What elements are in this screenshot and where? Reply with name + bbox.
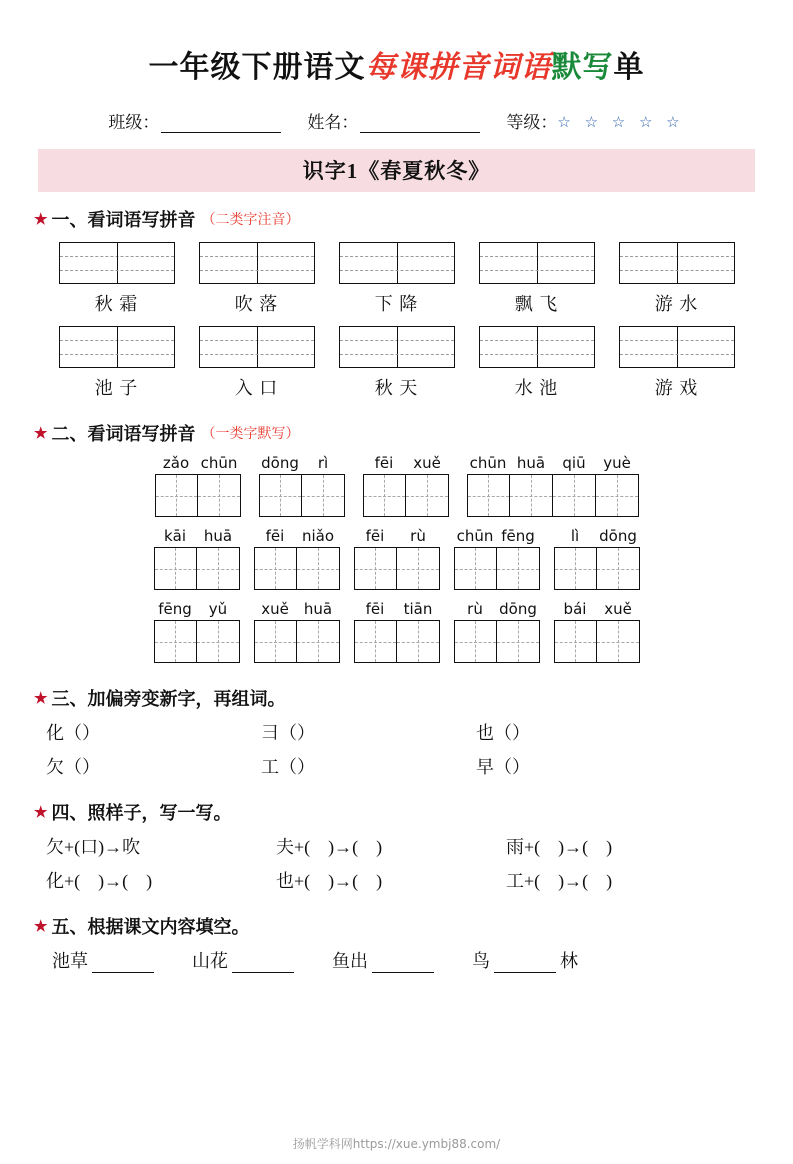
fill-text: 林 [560,951,578,971]
watermark-text: 扬帆学科网https://xue.ymbj88.com/ [292,1137,501,1151]
grid-boxes[interactable] [254,547,340,590]
grid-box[interactable] [363,474,406,517]
box-divider [117,243,118,283]
grid-box[interactable] [454,620,497,663]
pinyin-syllable: qiū [562,454,586,472]
pinyin-syllable: niǎo [301,527,335,545]
pinyin-syllable: fēi [365,600,385,618]
example-item[interactable]: 欠+(口)→吹 [46,837,141,857]
section-4-title: 四、照样子，写一写。 [51,803,232,823]
worksheet-page [0,42,793,1164]
pinyin-cell [479,326,595,400]
radical-item[interactable]: 欠（） [46,757,100,777]
grid-boxes[interactable] [454,620,540,663]
student-info-row [0,108,793,133]
box-divider [117,327,118,367]
tianzige-row-3 [0,600,793,663]
grid-box[interactable] [597,620,640,663]
pinyin-syllable: xuě [413,454,441,472]
pinyin-hint [454,600,540,618]
pinyin-syllable: xuě [604,600,632,618]
grid-box[interactable] [297,547,340,590]
watermark-footer [0,1135,793,1152]
grid-boxes[interactable] [154,547,240,590]
fill-blank[interactable] [372,956,434,973]
fill-blank[interactable] [232,956,294,973]
pinyin-syllable: fēi [265,527,285,545]
example-item[interactable]: 雨+( )→( ) [506,837,613,857]
pinyin-write-box[interactable] [199,326,315,368]
tianzige-group [154,527,240,590]
grid-box[interactable] [397,547,440,590]
pinyin-syllable: kāi [163,527,187,545]
word-label: 秋 霜 [94,294,139,314]
pinyin-syllable: fēi [365,527,385,545]
pinyin-write-box[interactable] [339,326,455,368]
radical-item[interactable]: 彐（） [261,723,315,743]
lesson-banner: 识字1《春夏秋冬》 [38,149,755,192]
grid-box[interactable] [406,474,449,517]
box-divider [537,243,538,283]
pinyin-hint [363,454,449,472]
star-icon: ★ [34,425,48,442]
example-row-1 [46,833,793,859]
box-divider [257,327,258,367]
tianzige-group [363,454,449,517]
title-segment-4: 单 [613,51,645,84]
radical-char: 彐 [261,723,279,743]
grid-box[interactable] [497,620,540,663]
pinyin-write-box[interactable] [479,242,595,284]
section-heading-1 [34,206,793,232]
radical-char: 化 [46,723,64,743]
word-label: 池 子 [94,378,139,398]
grade-field[interactable] [506,108,684,133]
word-label: 游 戏 [654,378,699,398]
pinyin-hint [354,600,440,618]
grid-boxes[interactable] [454,547,540,590]
word-label: 下 降 [374,294,419,314]
tianzige-row-2 [0,527,793,590]
grid-box[interactable] [467,474,510,517]
grid-box[interactable] [154,547,197,590]
pinyin-syllable: rù [410,527,426,545]
grid-box[interactable] [254,547,297,590]
grid-box[interactable] [597,547,640,590]
word-label: 吹 落 [234,294,279,314]
tianzige-group [454,527,540,590]
name-label: 姓名： [307,113,359,132]
section-heading-2 [34,420,793,446]
pinyin-syllable: tiān [403,600,433,618]
star-icon: ★ [34,918,48,935]
star-rating[interactable]: ☆ ☆ ☆ ☆ ☆ [557,115,685,131]
example-item[interactable]: 也+( )→( ) [276,871,383,891]
section-5-title: 五、根据课文内容填空。 [51,917,250,937]
pinyin-hint [254,600,340,618]
grid-box[interactable] [297,620,340,663]
radical-item[interactable]: 早（） [476,757,530,777]
grid-box[interactable] [510,474,553,517]
pinyin-syllable: xuě [261,600,289,618]
word-label: 游 水 [654,294,699,314]
pinyin-write-box[interactable] [619,326,735,368]
pinyin-syllable: yǔ [208,600,228,618]
radical-item[interactable]: 工（） [261,757,315,777]
grid-boxes[interactable] [554,620,640,663]
pinyin-write-box[interactable] [59,326,175,368]
grid-boxes[interactable] [467,474,639,517]
grid-box[interactable] [198,474,241,517]
box-divider [677,327,678,367]
star-icon: ★ [34,690,48,707]
pinyin-hint [254,527,340,545]
radical-row-1 [46,719,793,745]
grid-boxes[interactable] [154,620,240,663]
pinyin-syllable: fēi [374,454,394,472]
section-1-note: （二类字注音） [201,213,300,228]
pinyin-cell [199,326,315,400]
pinyin-hint [467,454,639,472]
grid-box[interactable] [553,474,596,517]
pinyin-syllable: fēng [158,600,192,618]
word-label: 入 口 [234,378,279,398]
pinyin-syllable: zǎo [162,454,190,472]
pinyin-cell [619,242,735,316]
page-title [0,42,793,86]
fill-blank[interactable] [494,956,556,973]
title-segment-2: 每课拼音词语 [365,51,552,84]
grid-boxes[interactable] [354,547,440,590]
pinyin-cell [59,242,175,316]
tianzige-row-1 [0,454,793,517]
radical-row-2 [46,753,793,779]
pinyin-hint [454,527,540,545]
grid-boxes[interactable] [155,474,241,517]
pinyin-syllable: huā [516,454,546,472]
box-divider [397,243,398,283]
grade-label: 等级： [506,113,558,132]
grid-box[interactable] [197,620,240,663]
radical-char: 早 [476,757,494,777]
tianzige-group [454,600,540,663]
example-row-2 [46,867,793,893]
tianzige-group [354,527,440,590]
pinyin-syllable: bái [563,600,587,618]
pinyin-write-box[interactable] [199,242,315,284]
pinyin-hint [554,527,640,545]
grid-box[interactable] [497,547,540,590]
grid-box[interactable] [154,620,197,663]
pinyin-syllable: lì [570,527,580,545]
grid-box[interactable] [197,547,240,590]
tianzige-group [154,600,240,663]
pinyin-syllable: yuè [603,454,631,472]
title-segment-1: 一年级下册语文 [148,51,366,84]
pinyin-syllable: chūn [456,527,494,545]
pinyin-syllable: fēng [501,527,535,545]
pinyin-hint [554,600,640,618]
grid-boxes[interactable] [554,547,640,590]
pinyin-hint [154,527,240,545]
section-2-title: 二、看词语写拼音 [51,424,196,444]
radical-item[interactable]: 也（） [476,723,530,743]
box-divider [397,327,398,367]
fill-text: 池草 [52,951,88,971]
fill-text: 鱼出 [332,951,368,971]
pinyin-write-box[interactable] [339,242,455,284]
tianzige-group [554,600,640,663]
grid-box[interactable] [554,547,597,590]
pinyin-cell [479,242,595,316]
grid-box[interactable] [354,547,397,590]
example-item[interactable]: 化+( )→( ) [46,871,153,891]
pinyin-row-2 [0,326,793,400]
pinyin-syllable: dōng [599,527,637,545]
example-item[interactable]: 工+( )→( ) [506,871,613,891]
pinyin-cell [59,326,175,400]
tianzige-group [254,527,340,590]
tianzige-group [554,527,640,590]
word-label: 秋 天 [374,378,419,398]
section-3-title: 三、加偏旁变新字，再组词。 [51,689,286,709]
star-icon: ★ [34,211,48,228]
grid-box[interactable] [397,620,440,663]
class-blank[interactable] [161,117,281,133]
grid-box[interactable] [596,474,639,517]
tianzige-group [354,600,440,663]
fill-blank[interactable] [92,956,154,973]
grid-box[interactable] [259,474,302,517]
section-1-title: 一、看词语写拼音 [51,210,196,230]
pinyin-syllable: dōng [261,454,299,472]
pinyin-syllable: huā [303,600,333,618]
grid-box[interactable] [354,620,397,663]
pinyin-hint [354,527,440,545]
grid-box[interactable] [302,474,345,517]
pinyin-cell [619,326,735,400]
word-label: 水 池 [514,378,559,398]
box-divider [677,243,678,283]
pinyin-write-box[interactable] [619,242,735,284]
tianzige-group [467,454,639,517]
pinyin-syllable: huā [203,527,233,545]
title-segment-3: 默写 [551,51,614,84]
class-label: 班级： [108,113,160,132]
section-heading-5 [34,913,793,939]
pinyin-hint [155,454,241,472]
pinyin-syllable: dōng [499,600,537,618]
pinyin-cell [199,242,315,316]
pinyin-write-box[interactable] [479,326,595,368]
radical-char: 欠 [46,757,64,777]
fill-blank-row [52,947,793,973]
section-heading-4 [34,799,793,825]
name-blank[interactable] [360,117,480,133]
grid-boxes[interactable] [354,620,440,663]
pinyin-row-1 [0,242,793,316]
class-field[interactable] [108,108,281,133]
example-item[interactable]: 夫+( )→( ) [276,837,383,857]
grid-box[interactable] [454,547,497,590]
pinyin-syllable: chūn [469,454,507,472]
name-field[interactable] [307,108,480,133]
pinyin-cell [339,326,455,400]
star-icon: ★ [34,804,48,821]
grid-boxes[interactable] [254,620,340,663]
radical-char: 也 [476,723,494,743]
box-divider [257,243,258,283]
pinyin-hint [259,454,345,472]
pinyin-syllable: rù [467,600,483,618]
radical-char: 工 [261,757,279,777]
fill-text: 山花 [192,951,228,971]
box-divider [537,327,538,367]
tianzige-group [254,600,340,663]
tianzige-group [155,454,241,517]
tianzige-group [259,454,345,517]
section-2-note: （一类字默写） [201,427,300,442]
grid-box[interactable] [254,620,297,663]
grid-boxes[interactable] [363,474,449,517]
grid-box[interactable] [155,474,198,517]
word-label: 飘 飞 [514,294,559,314]
pinyin-hint [154,600,240,618]
fill-text: 鸟 [472,951,490,971]
pinyin-syllable: chūn [200,454,238,472]
grid-boxes[interactable] [259,474,345,517]
pinyin-syllable: rì [317,454,329,472]
pinyin-cell [339,242,455,316]
section-heading-3 [34,685,793,711]
radical-item[interactable]: 化（） [46,723,100,743]
pinyin-write-box[interactable] [59,242,175,284]
grid-box[interactable] [554,620,597,663]
